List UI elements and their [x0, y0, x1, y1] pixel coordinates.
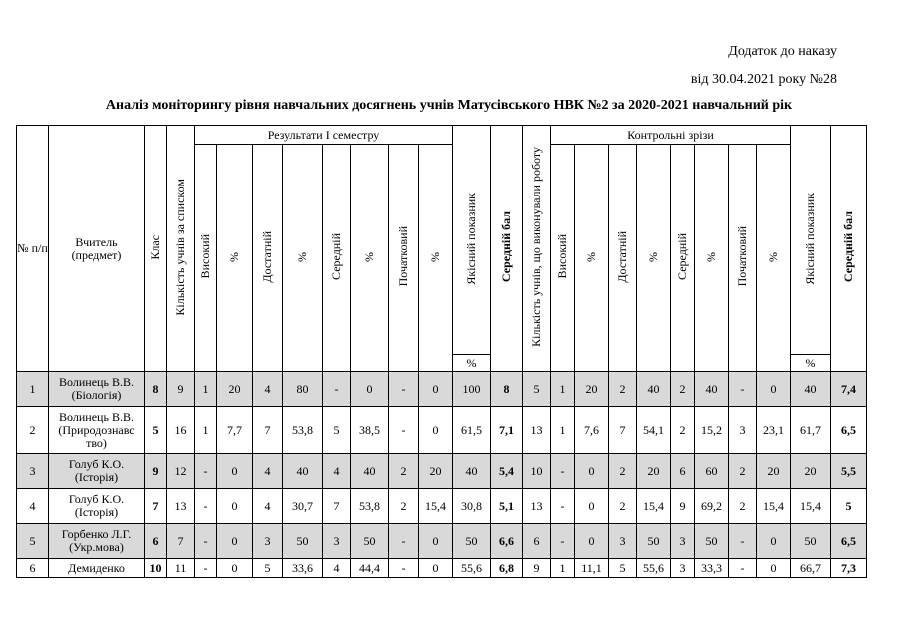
ctrl-cell: - — [551, 524, 575, 559]
ctrl-quality-cell: 20 — [791, 454, 831, 489]
ctrl-cell: 3 — [609, 524, 637, 559]
ctrl-cell: - — [729, 559, 757, 578]
row-number: 1 — [17, 372, 49, 407]
row-number: 5 — [17, 524, 49, 559]
sem-cell: 7,7 — [217, 407, 253, 454]
col-teacher-header: Вчитель (предмет) — [49, 126, 145, 372]
ctrl-cell: 2 — [609, 454, 637, 489]
ctrl-high-header: Високий — [551, 145, 575, 372]
sem-cell: 50 — [283, 524, 323, 559]
table-row — [17, 407, 867, 454]
sem-initial-pct-header: % — [419, 145, 453, 372]
ctrl-initial-pct-header: % — [757, 145, 791, 372]
ctrl-cell: 2 — [729, 454, 757, 489]
class-cell: 8 — [145, 372, 167, 407]
class-cell: 5 — [145, 407, 167, 454]
ctrl-cell: 2 — [609, 489, 637, 524]
ctrl-cell: 0 — [757, 372, 791, 407]
sem-cell: 0 — [217, 489, 253, 524]
sem-sufficient-header: Достатній — [253, 145, 283, 372]
ctrl-cell: 23,1 — [757, 407, 791, 454]
sem-cell: 1 — [195, 407, 217, 454]
semester-group-header: Результати І семестру — [195, 126, 453, 145]
ctrl-cell: 7 — [609, 407, 637, 454]
ctrl-quality-header: Якісний показник — [791, 126, 831, 355]
sem-cell: - — [323, 372, 351, 407]
sem-quality-cell: 30,8 — [453, 489, 491, 524]
sem-cell: 5 — [323, 407, 351, 454]
table-row — [17, 524, 867, 559]
row-number: 6 — [17, 559, 49, 578]
ctrl-cell: 20 — [575, 372, 609, 407]
table-row — [17, 489, 867, 524]
sem-initial-header: Початковий — [389, 145, 419, 372]
ctrl-cell: 40 — [695, 372, 729, 407]
ctrl-initial-header: Початковий — [729, 145, 757, 372]
count-list-cell: 9 — [167, 372, 195, 407]
sem-cell: 30,7 — [283, 489, 323, 524]
teacher-cell: Голуб К.О. (Історія) — [49, 454, 145, 489]
sem-cell: 0 — [419, 559, 453, 578]
sem-cell: - — [195, 454, 217, 489]
ctrl-cell: 2 — [609, 372, 637, 407]
sem-quality-cell: 40 — [453, 454, 491, 489]
ctrl-sufficient-pct-header: % — [637, 145, 671, 372]
ctrl-quality-cell: 15,4 — [791, 489, 831, 524]
row-number: 4 — [17, 489, 49, 524]
table-row — [17, 454, 867, 489]
count-done-cell: 13 — [523, 489, 551, 524]
ctrl-cell: 9 — [671, 489, 695, 524]
ctrl-cell: 2 — [729, 489, 757, 524]
sem-cell: - — [389, 559, 419, 578]
row-number: 2 — [17, 407, 49, 454]
sem-quality-cell: 55,6 — [453, 559, 491, 578]
sem-cell: 40 — [351, 454, 389, 489]
ctrl-cell: 40 — [637, 372, 671, 407]
sem-quality-header: Якісний показник — [453, 126, 491, 355]
sem-quality-cell: 50 — [453, 524, 491, 559]
sem-cell: 33,6 — [283, 559, 323, 578]
sem-cell: 40 — [283, 454, 323, 489]
ctrl-cell: 15,4 — [757, 489, 791, 524]
count-done-cell: 9 — [523, 559, 551, 578]
col-num-header: № п/п — [17, 126, 49, 372]
ctrl-avg-cell: 7,3 — [831, 559, 867, 578]
sem-cell: 0 — [217, 524, 253, 559]
count-done-cell: 13 — [523, 407, 551, 454]
ctrl-cell: 20 — [637, 454, 671, 489]
col-class-header: Клас — [145, 126, 167, 372]
ctrl-cell: 54,1 — [637, 407, 671, 454]
sem-quality-cell: 61,5 — [453, 407, 491, 454]
ctrl-quality-cell: 50 — [791, 524, 831, 559]
ctrl-cell: - — [729, 524, 757, 559]
ctrl-avg-cell: 5,5 — [831, 454, 867, 489]
sem-avg-cell: 6,8 — [491, 559, 523, 578]
sem-quality-pct-header: % — [453, 355, 491, 372]
sem-cell: - — [195, 524, 217, 559]
sem-avg-cell: 8 — [491, 372, 523, 407]
sem-cell: 38,5 — [351, 407, 389, 454]
table-row — [17, 372, 867, 407]
ctrl-cell: - — [551, 489, 575, 524]
ctrl-cell: 15,4 — [637, 489, 671, 524]
sem-cell: 15,4 — [419, 489, 453, 524]
sem-cell: 0 — [419, 524, 453, 559]
teacher-cell: Горбенко Л.Г. (Укр.мова) — [49, 524, 145, 559]
teacher-cell: Волинець В.В. (Природознавс тво) — [49, 407, 145, 454]
sem-cell: - — [389, 372, 419, 407]
sem-cell: 7 — [253, 407, 283, 454]
ctrl-medium-pct-header: % — [695, 145, 729, 372]
sem-cell: 53,8 — [283, 407, 323, 454]
ctrl-quality-cell: 61,7 — [791, 407, 831, 454]
sem-cell: 7 — [323, 489, 351, 524]
row-number: 3 — [17, 454, 49, 489]
sem-cell: 53,8 — [351, 489, 389, 524]
teacher-cell: Голуб К.О. (Історія) — [49, 489, 145, 524]
sem-cell: 4 — [323, 454, 351, 489]
sem-cell: 5 — [253, 559, 283, 578]
count-list-cell: 13 — [167, 489, 195, 524]
sem-cell: 4 — [253, 372, 283, 407]
sem-cell: 0 — [217, 559, 253, 578]
ctrl-cell: 50 — [637, 524, 671, 559]
sem-cell: 20 — [419, 454, 453, 489]
count-done-cell: 6 — [523, 524, 551, 559]
monitoring-table — [16, 125, 867, 578]
ctrl-cell: - — [729, 372, 757, 407]
ctrl-high-pct-header: % — [575, 145, 609, 372]
sem-avg-cell: 6,6 — [491, 524, 523, 559]
ctrl-cell: 3 — [671, 524, 695, 559]
count-list-cell: 12 — [167, 454, 195, 489]
ctrl-avg-cell: 6,5 — [831, 407, 867, 454]
sem-cell: - — [389, 524, 419, 559]
ctrl-cell: - — [551, 454, 575, 489]
ctrl-quality-pct-header: % — [791, 355, 831, 372]
document-title: Аналіз моніторингу рівня навчальних досягнень учнів Матусівського НВК №2 за 2020-2021 навчальний рік — [105, 98, 793, 113]
sem-cell: 4 — [323, 559, 351, 578]
ctrl-cell: 60 — [695, 454, 729, 489]
ctrl-avg-cell: 5 — [831, 489, 867, 524]
ctrl-sufficient-header: Достатній — [609, 145, 637, 372]
ctrl-avg-cell: 7,4 — [831, 372, 867, 407]
sem-cell: 44,4 — [351, 559, 389, 578]
ctrl-cell: 55,6 — [637, 559, 671, 578]
ctrl-cell: 2 — [671, 407, 695, 454]
count-list-cell: 16 — [167, 407, 195, 454]
table-row — [17, 559, 867, 578]
sem-quality-cell: 100 — [453, 372, 491, 407]
sem-cell: 1 — [195, 372, 217, 407]
count-list-cell: 11 — [167, 559, 195, 578]
sem-cell: 2 — [389, 454, 419, 489]
sem-high-pct-header: % — [217, 145, 253, 372]
count-done-cell: 10 — [523, 454, 551, 489]
ctrl-cell: 0 — [575, 454, 609, 489]
teacher-cell: Демиденко — [49, 559, 145, 578]
sem-cell: 4 — [253, 454, 283, 489]
ctrl-cell: 69,2 — [695, 489, 729, 524]
order-date-label: від 30.04.2021 року №28 — [690, 72, 837, 87]
class-cell: 6 — [145, 524, 167, 559]
sem-cell: 80 — [283, 372, 323, 407]
ctrl-cell: 0 — [757, 524, 791, 559]
ctrl-cell: 2 — [671, 372, 695, 407]
count-done-cell: 5 — [523, 372, 551, 407]
ctrl-quality-cell: 40 — [791, 372, 831, 407]
ctrl-cell: 5 — [609, 559, 637, 578]
teacher-cell: Волинець В.В. (Біологія) — [49, 372, 145, 407]
sem-cell: 4 — [253, 489, 283, 524]
ctrl-cell: 0 — [757, 559, 791, 578]
sem-cell: 0 — [419, 407, 453, 454]
sem-avg-header: Середній бал — [491, 126, 523, 372]
ctrl-cell: 1 — [551, 407, 575, 454]
ctrl-cell: 1 — [551, 559, 575, 578]
ctrl-cell: 3 — [671, 559, 695, 578]
sem-sufficient-pct-header: % — [283, 145, 323, 372]
class-cell: 7 — [145, 489, 167, 524]
col-count-done-header: Кількість учнів, що виконували роботу — [523, 126, 551, 372]
sem-cell: 0 — [217, 454, 253, 489]
sem-cell: 3 — [323, 524, 351, 559]
order-annex-label: Додаток до наказу — [728, 44, 837, 59]
ctrl-cell: 3 — [729, 407, 757, 454]
sem-cell: - — [389, 407, 419, 454]
ctrl-avg-header: Середній бал — [831, 126, 867, 372]
sem-cell: 50 — [351, 524, 389, 559]
ctrl-cell: 15,2 — [695, 407, 729, 454]
sem-cell: - — [195, 489, 217, 524]
sem-cell: 2 — [389, 489, 419, 524]
sem-cell: - — [195, 559, 217, 578]
ctrl-cell: 0 — [575, 489, 609, 524]
sem-high-header: Високий — [195, 145, 217, 372]
ctrl-cell: 20 — [757, 454, 791, 489]
ctrl-cell: 11,1 — [575, 559, 609, 578]
class-cell: 10 — [145, 559, 167, 578]
sem-cell: 0 — [419, 372, 453, 407]
count-list-cell: 7 — [167, 524, 195, 559]
sem-avg-cell: 5,1 — [491, 489, 523, 524]
ctrl-medium-header: Середній — [671, 145, 695, 372]
sem-cell: 20 — [217, 372, 253, 407]
col-count-list-header: Кількість учнів за списком — [167, 126, 195, 372]
ctrl-cell: 50 — [695, 524, 729, 559]
sem-medium-header: Середній — [323, 145, 351, 372]
ctrl-cell: 33,3 — [695, 559, 729, 578]
ctrl-quality-cell: 66,7 — [791, 559, 831, 578]
sem-medium-pct-header: % — [351, 145, 389, 372]
sem-avg-cell: 7,1 — [491, 407, 523, 454]
ctrl-cell: 0 — [575, 524, 609, 559]
class-cell: 9 — [145, 454, 167, 489]
ctrl-cell: 1 — [551, 372, 575, 407]
ctrl-avg-cell: 6,5 — [831, 524, 867, 559]
sem-cell: 3 — [253, 524, 283, 559]
sem-avg-cell: 5,4 — [491, 454, 523, 489]
control-group-header: Контрольні зрізи — [551, 126, 791, 145]
ctrl-cell: 7,6 — [575, 407, 609, 454]
sem-cell: 0 — [351, 372, 389, 407]
ctrl-cell: 6 — [671, 454, 695, 489]
